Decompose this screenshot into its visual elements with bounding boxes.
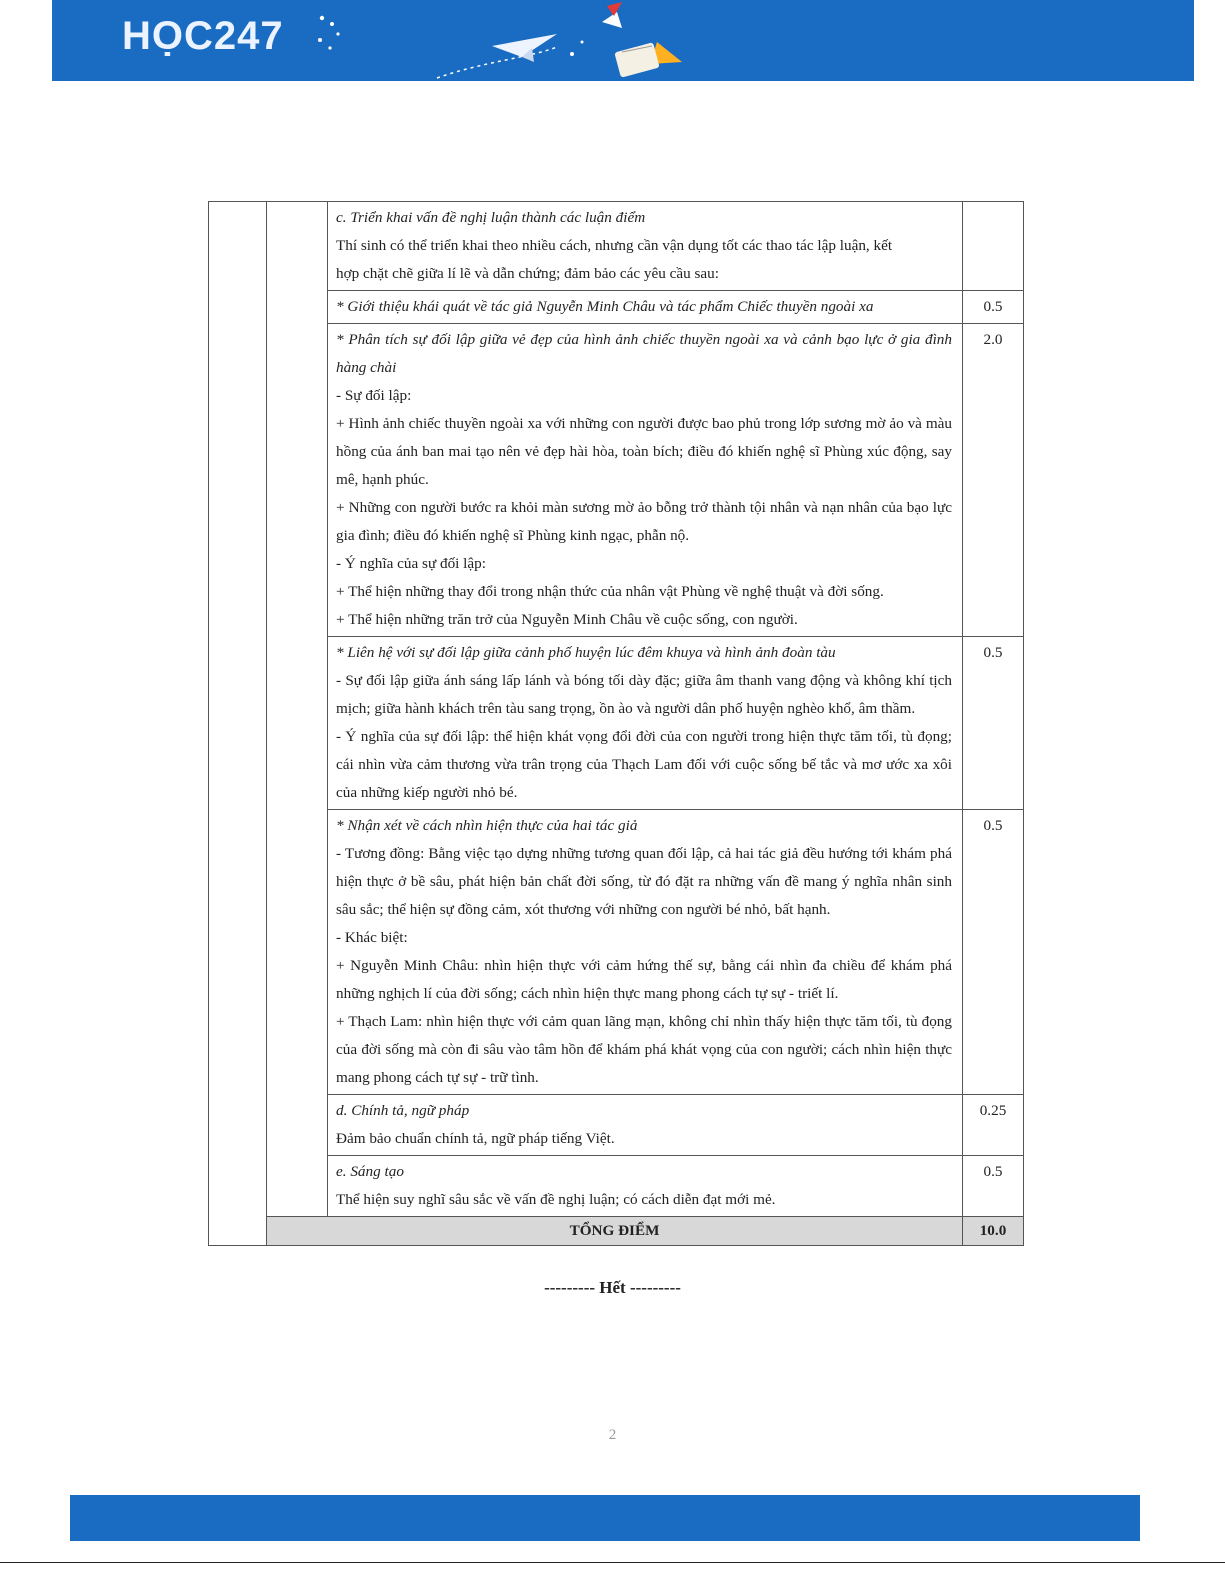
rubric-row: [209, 1095, 1024, 1156]
content-line: Thể hiện suy nghĩ sâu sắc về vấn đề nghị luận; có cách diễn đạt mới mẻ.: [336, 1191, 776, 1208]
content-line: - Khác biệt:: [336, 929, 408, 946]
content-line: + Hình ảnh chiếc thuyền ngoài xa với những con người được bao phủ trong lớp sương mờ ảo và màu hồng của ánh ban mai tạo nên vẻ đẹp hài hòa, toàn bích; điều đó khiến nghệ sĩ Phùng xúc động, say mê, hạnh phúc.: [336, 415, 952, 488]
item-heading: d. Chính tả, ngữ pháp: [336, 1102, 470, 1119]
rubric-score: 0.5: [963, 1156, 1024, 1217]
rubric-score: 0.5: [963, 291, 1024, 324]
content-line: - Ý nghĩa của sự đối lập: thể hiện khát vọng đổi đời của con người trong hiện thực tăm tối, tù đọng; cái nhìn vừa cảm thương vừa trân trọng của Thạch Lam đối với cuộc sống bế tắc và mơ ước xa xôi của những kiếp người nhỏ bé.: [336, 728, 952, 801]
end-mark: --------- Hết ---------: [544, 1278, 681, 1297]
section-title: c. Triển khai vấn đề nghị luận thành các luận điểm: [336, 209, 646, 226]
content-line: - Sự đối lập giữa ánh sáng lấp lánh và bóng tối dày đặc; giữa âm thanh vang động và không khí tịch mịch; giữa hành khách trên tàu sang trọng, ồn ào và người dân phố huyện nghèo khổ, âm thầm.: [336, 672, 952, 717]
rubric-col-part: [267, 202, 328, 1217]
total-score: 10.0: [963, 1217, 1024, 1246]
logo-sparkle-icon: [314, 10, 344, 60]
rubric-content: [328, 324, 963, 637]
item-heading: * Nhận xét về cách nhìn hiện thực của hai tác giả: [336, 817, 638, 834]
rubric-content: [328, 637, 963, 810]
content-line: + Thể hiện những thay đổi trong nhận thức của nhân vật Phùng về nghệ thuật và đời sống.: [336, 583, 884, 600]
content-line: + Thể hiện những trăn trở của Nguyễn Minh Châu về cuộc sống, con người.: [336, 611, 798, 628]
rubric-total-row: [209, 1217, 1024, 1246]
rubric-score: [963, 202, 1024, 291]
content-line: Đảm bảo chuẩn chính tả, ngữ pháp tiếng Việt.: [336, 1130, 615, 1147]
rubric-content: [328, 202, 963, 291]
rubric-score: 2.0: [963, 324, 1024, 637]
rubric-content: [328, 810, 963, 1095]
total-label: TỔNG ĐIỂM: [267, 1217, 963, 1246]
content-line: - Sự đối lập:: [336, 387, 412, 404]
rubric-score: 0.5: [963, 810, 1024, 1095]
footer-divider: [0, 1562, 1225, 1563]
logo: HỌC247: [122, 14, 284, 58]
rubric-content: [328, 1095, 963, 1156]
rubric-content: [328, 291, 963, 324]
content-line: - Ý nghĩa của sự đối lập:: [336, 555, 486, 572]
rubric-col-question: [209, 202, 267, 1246]
item-heading: * Giới thiệu khái quát về tác giả Nguyễn Minh Châu và tác phẩm Chiếc thuyền ngoài xa: [336, 298, 874, 315]
content-line: + Thạch Lam: nhìn hiện thực với cảm quan lãng mạn, không chỉ nhìn thấy hiện thực tăm tối, tù đọng của đời sống mà còn đi sâu vào tâm hồn để khám phá khát vọng của con người; cách nhìn hiện thực mang phong cách tự sự - trữ tình.: [336, 1013, 952, 1086]
rubric-row: [209, 1156, 1024, 1217]
item-heading: * Liên hệ với sự đối lập giữa cảnh phố huyện lúc đêm khuya và hình ảnh đoàn tàu: [336, 644, 836, 661]
content-line: Thí sinh có thể triển khai theo nhiều cách, nhưng cần vận dụng tốt các thao tác lập luận, kết: [336, 237, 893, 254]
content-line: - Tương đồng: Bằng việc tạo dựng những tương quan đối lập, cả hai tác giả đều hướng tới khám phá hiện thực ở bề sâu, phát hiện bản chất đời sống, từ đó đặt ra những vấn đề mang ý nghĩa nhân sinh sâu sắc; thể hiện sự đồng cảm, xót thương với những con người bé nhỏ, bất hạnh.: [336, 845, 952, 918]
content-line: + Nguyễn Minh Châu: nhìn hiện thực với cảm hứng thế sự, bằng cái nhìn đa chiều để khám phá những nghịch lí của đời sống; cách nhìn hiện thực mang phong cách tự sự - triết lí.: [336, 957, 952, 1002]
content-line: hợp chặt chẽ giữa lí lẽ và dẫn chứng; đảm bảo các yêu cầu sau:: [336, 265, 719, 282]
rubric-table: [208, 201, 1024, 1246]
rubric-row: [209, 637, 1024, 810]
rubric-row-section-c: [209, 202, 1024, 291]
rubric-score: 0.25: [963, 1095, 1024, 1156]
item-heading: e. Sáng tạo: [336, 1163, 404, 1180]
page-number: 2: [608, 1427, 617, 1443]
decoration-illustration: [382, 2, 682, 80]
rubric-row: [209, 324, 1024, 637]
item-heading: * Phân tích sự đối lập giữa vẻ đẹp của hình ảnh chiếc thuyền ngoài xa và cảnh bạo lực ở gia đình hàng chài: [336, 331, 952, 376]
footer-bar: [70, 1495, 1140, 1541]
rubric-row: [209, 291, 1024, 324]
header-banner: [52, 0, 1194, 81]
content-line: + Những con người bước ra khỏi màn sương mờ ảo bỗng trở thành tội nhân và nạn nhân của bạo lực gia đình; điều đó khiến nghệ sĩ Phùng kinh ngạc, phẫn nộ.: [336, 499, 952, 544]
rubric-score: 0.5: [963, 637, 1024, 810]
rubric-row: [209, 810, 1024, 1095]
rubric-content: [328, 1156, 963, 1217]
